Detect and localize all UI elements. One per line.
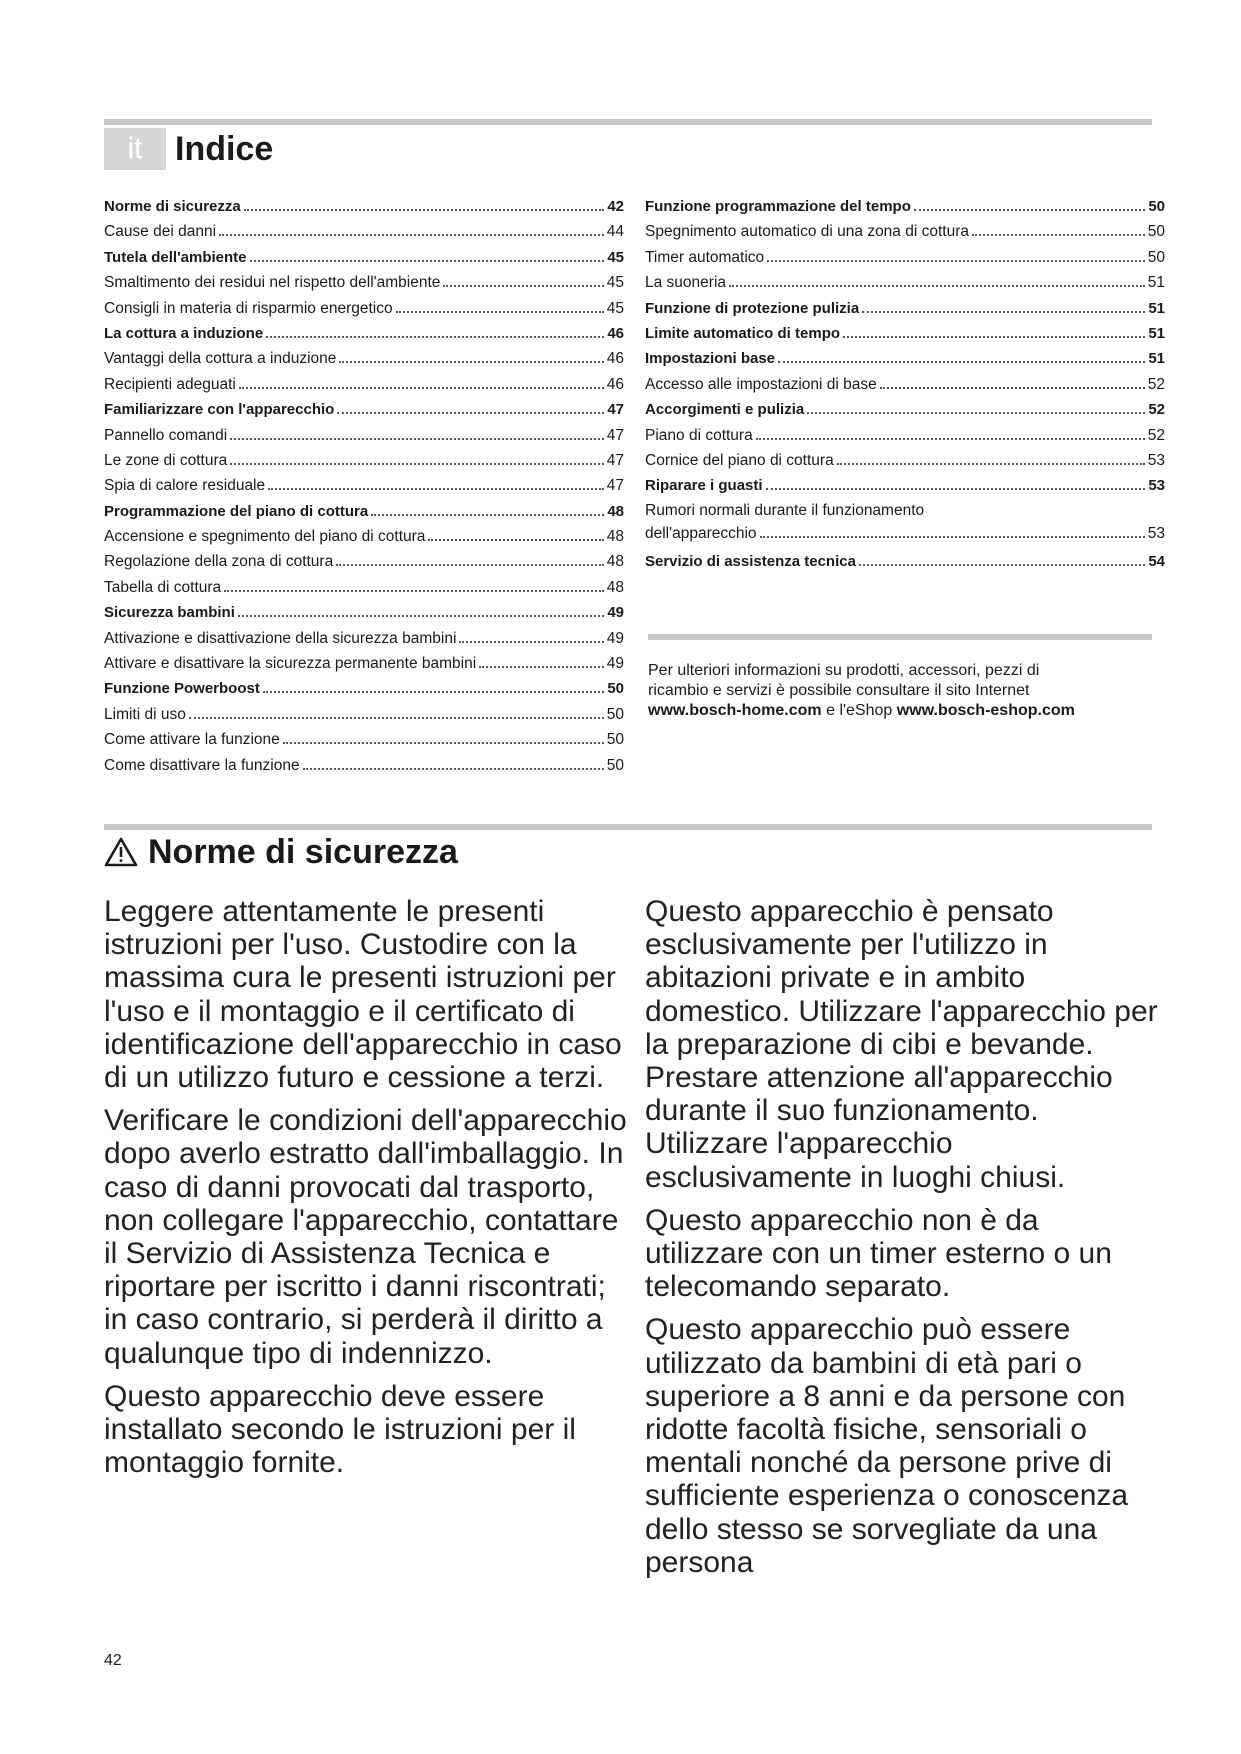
info-line-2: ricambio e servizi è possibile consultare il sito Internet [648,682,1030,699]
safety-paragraph: Questo apparecchio è pensato esclusivamente per l'utilizzo in abitazioni private e in ambito domestico. Utilizzare l'apparecchio per la preparazione di cibi e bevande. Prestare attenzione all'apparecchio durante il suo funzionamento. Utilizzare l'apparecchio esclusivamente in luoghi chiusi. [645,895,1158,1194]
toc-section-entry [104,321,624,346]
toc-entry-title-line-2: dell'apparecchio [645,524,757,542]
toc-leader-dots [479,656,604,668]
toc-leader-dots [339,351,603,363]
toc-leader-dots [778,351,1145,363]
toc-page-number: 50 [607,680,624,698]
toc-entry-title: Cause dei danni [104,223,217,241]
bosch-eshop-link[interactable]: www.bosch-eshop.com [896,702,1075,719]
toc-subsection-entry [104,626,624,651]
toc-page-number: 47 [606,451,624,469]
toc-entry-title: Funzione di protezione pulizia [645,299,860,317]
toc-subsection-entry [104,296,624,321]
toc-entry-title: Tabella di cottura [104,578,222,596]
toc-leader-dots [843,326,1145,338]
toc-entry-title: Come disattivare la funzione [104,756,300,774]
toc-section-entry [645,397,1165,422]
toc-subsection-entry [104,219,624,244]
toc-page-number: 50 [606,756,624,774]
toc-leader-dots [230,428,604,440]
toc-page-number: 45 [607,248,624,266]
toc-page-number: 44 [606,223,624,241]
toc-leader-dots [244,199,605,211]
toc-section-entry [645,549,1165,574]
toc-subsection-entry [104,270,624,295]
toc-entry-title: Tutela dell'ambiente [104,248,247,266]
toc-entry-title: Consigli in materia di risparmio energetico [104,299,393,317]
safety-paragraph: Questo apparecchio non è da utilizzare con un timer esterno o un telecomando separato. [645,1203,1112,1304]
toc-subsection-entry [104,473,624,498]
toc-leader-dots [283,732,604,744]
toc-page-number: 45 [606,299,624,317]
toc-entry-title: Accensione e spegnimento del piano di cottura [104,528,426,546]
toc-page-number: 47 [606,426,624,444]
safety-left-column [104,895,632,1489]
toc-entry-title: Accorgimenti e pulizia [645,401,805,419]
toc-leader-dots [767,250,1145,262]
toc-entry-row [645,522,1165,545]
toc-entry-title: La cottura a induzione [104,324,264,342]
info-line-1: Per ulteriori informazioni su prodotti, accessori, pezzi di [648,662,1040,679]
toc-section-entry [104,194,624,219]
toc-page-number: 46 [606,350,624,368]
toc-subsection-entry [104,346,624,371]
toc-section-entry [645,321,1165,346]
section-title [104,828,458,876]
toc-entry-title: Riparare i guasti [645,477,763,495]
toc-entry-title: Pannello comandi [104,426,228,444]
toc-entry-title: Attivare e disattivare la sicurezza permanente bambini [104,655,477,673]
toc-right-column [645,194,1165,574]
toc-entry-title: Spia di calore residuale [104,477,266,495]
toc-page-number: 48 [607,502,624,520]
toc-subsection-entry [104,423,624,448]
toc-entry-title: Piano di cottura [645,426,753,444]
toc-page-number: 50 [1147,223,1165,241]
toc-leader-dots [336,554,604,566]
toc-entry-title: Accesso alle impostazioni di base [645,375,877,393]
toc-leader-dots [268,478,604,490]
toc-page-number: 48 [606,578,624,596]
toc-page-number: 48 [606,528,624,546]
toc-page-number: 50 [1148,198,1165,215]
index-title: Indice [175,130,274,168]
toc-leader-dots [443,275,603,287]
top-rule [104,119,1152,125]
toc-entry-title: Sicurezza bambini [104,604,235,622]
toc-entry-title: Timer automatico [645,248,765,266]
toc-leader-dots [756,428,1145,440]
toc-leader-dots [250,250,605,262]
toc-subsection-entry [104,448,624,473]
toc-page-number: 46 [606,375,624,393]
toc-subsection-entry [104,372,624,397]
toc-leader-dots [337,402,604,414]
toc-leader-dots [972,224,1145,236]
toc-section-entry [104,600,624,625]
toc-leader-dots [766,478,1146,490]
toc-section-entry [104,676,624,701]
section-title-text: Norme di sicurezza [148,833,458,871]
toc-page-number: 50 [606,705,624,723]
toc-leader-dots [837,453,1145,465]
safety-right-column [645,895,1165,1589]
bosch-home-link[interactable]: www.bosch-home.com [648,702,822,719]
toc-leader-dots [880,377,1145,389]
toc-page-number: 52 [1147,375,1165,393]
toc-page-number: 53 [1147,524,1165,542]
toc-subsection-entry [645,219,1165,244]
toc-leader-dots [224,580,604,592]
toc-subsection-entry [104,753,624,778]
toc-section-entry [645,194,1165,219]
toc-page-number: 52 [1148,401,1165,419]
toc-entry-title: Programmazione del piano di cottura [104,502,369,520]
toc-entry-title: Attivazione e disattivazione della sicurezza bambini [104,629,457,647]
toc-page-number: 51 [1148,299,1165,317]
toc-entry-title: Cornice del piano di cottura [645,451,834,469]
safety-paragraph: Questo apparecchio può essere utilizzato da bambini di età pari o superiore a 8 anni e da persone con ridotte facoltà fisiche, sensoriali o mentali nonché da persone prive di sufficiente esperienza o conoscenza dello stesso se sorvegliate da una persona [645,1313,1129,1579]
toc-subsection-entry [645,448,1165,473]
toc-section-entry [104,245,624,270]
toc-page-number: 53 [1147,451,1165,469]
toc-leader-dots [859,554,1145,566]
toc-page-number: 53 [1148,477,1165,495]
toc-leader-dots [266,326,604,338]
toc-leader-dots [303,758,604,770]
toc-leader-dots [263,681,604,693]
toc-subsection-entry [645,423,1165,448]
toc-leader-dots [760,526,1145,538]
toc-page-number: 49 [606,629,624,647]
toc-page-number: 54 [1148,552,1165,570]
toc-leader-dots [807,402,1145,414]
toc-left-column [104,194,624,778]
safety-paragraph: Verificare le condizioni dell'apparecchio dopo averlo estratto dall'imballaggio. In caso di danni provocati dal trasporto, non collegare l'apparecchio, contattare il Servizio di Assistenza Tecnica e riportare per iscritto i danni riscontrati; in caso contrario, si perderà il diritto a qualunque tipo di indennizzo. [104,1104,627,1370]
toc-leader-dots [729,275,1145,287]
toc-leader-dots [230,453,604,465]
toc-leader-dots [238,605,604,617]
toc-section-entry [645,296,1165,321]
safety-paragraph: Leggere attentamente le presenti istruzioni per l'uso. Custodire con la massima cura le presenti istruzioni per l'uso e il montaggio e il certificato di identificazione dell'apparecchio in caso di un utilizzo futuro e cessione a terzi. [104,895,622,1095]
toc-entry-title: Recipienti adeguati [104,375,236,393]
info-text [648,661,1152,721]
toc-entry-title: Limite automatico di tempo [645,324,841,342]
toc-leader-dots [459,631,603,643]
toc-leader-dots [189,707,604,719]
toc-page-number: 48 [606,553,624,571]
toc-page-number: 46 [607,324,624,342]
toc-section-entry [104,499,624,524]
toc-entry-title: Funzione programmazione del tempo [645,198,911,215]
toc-subsection-entry [645,270,1165,295]
toc-subsection-entry [104,524,624,549]
toc-subsection-entry [104,549,624,574]
toc-entry-title: Spegnimento automatico di una zona di cottura [645,223,969,241]
toc-page-number: 49 [606,655,624,673]
toc-entry-title-line-1: Rumori normali durante il funzionamento [645,501,925,519]
toc-entry-title: Impostazioni base [645,350,776,368]
toc-page-number: 51 [1147,274,1165,292]
toc-leader-dots [396,301,604,313]
toc-entry-title: Smaltimento dei residui nel rispetto dell'ambiente [104,274,441,292]
toc-page-number: 42 [607,198,624,215]
toc-section-entry [104,397,624,422]
toc-section-entry [645,473,1165,498]
toc-page-number: 50 [606,731,624,749]
toc-leader-dots [428,529,603,541]
toc-page-number: 50 [1147,248,1165,266]
toc-entry-title: Norme di sicurezza [104,198,241,215]
toc-leader-dots [914,199,1145,211]
toc-page-number: 52 [1147,426,1165,444]
toc-leader-dots [371,504,604,516]
toc-entry-title: Regolazione della zona di cottura [104,553,334,571]
toc-page-number: 45 [606,274,624,292]
toc-leader-dots [239,377,604,389]
toc-page-number: 51 [1148,350,1165,368]
toc-subsection-entry [104,702,624,727]
toc-entry-title: Servizio di assistenza tecnica [645,552,856,570]
language-tab: it [104,128,166,170]
toc-subsection-entry [645,372,1165,397]
toc-leader-dots [862,301,1145,313]
toc-subsection-entry [104,575,624,600]
toc-subsection-entry [645,499,1165,549]
info-connector: e l'eShop [821,702,897,719]
toc-entry-title: Come attivare la funzione [104,731,280,749]
toc-page-number: 51 [1148,324,1165,342]
toc-page-number: 47 [606,477,624,495]
toc-entry-title: Limiti di uso [104,705,186,723]
info-rule [648,634,1152,640]
toc-entry-title: Funzione Powerboost [104,680,260,698]
page-number: 42 [104,1652,122,1669]
toc-subsection-entry [104,651,624,676]
toc-subsection-entry [104,727,624,752]
warning-icon [104,837,138,867]
toc-page-number: 49 [607,604,624,622]
toc-leader-dots [219,224,604,236]
toc-entry-title: Le zone di cottura [104,451,228,469]
toc-section-entry [645,346,1165,371]
toc-page-number: 47 [607,401,624,419]
toc-subsection-entry [645,245,1165,270]
toc-entry-title: Familiarizzare con l'apparecchio [104,401,335,419]
toc-entry-title: Vantaggi della cottura a induzione [104,350,337,368]
safety-paragraph: Questo apparecchio deve essere installato secondo le istruzioni per il montaggio fornite. [104,1379,576,1480]
toc-entry-title: La suoneria [645,274,727,292]
